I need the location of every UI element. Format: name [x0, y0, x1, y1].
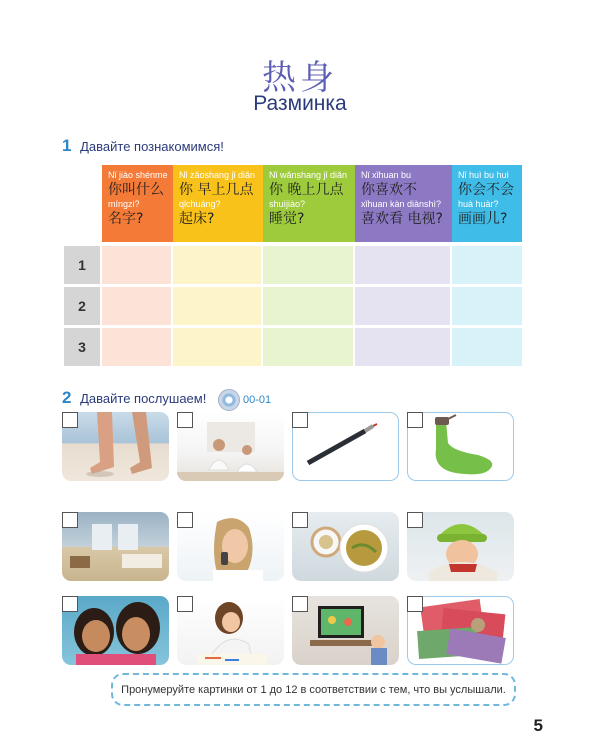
feet-photo: [62, 412, 169, 481]
hanzi-line-1: 你 晚上几点: [269, 182, 344, 198]
answer-cell[interactable]: [102, 328, 171, 366]
hanzi-line-1: 你叫什么: [108, 182, 164, 198]
pinyin-line-1: Nǐ jiào shénme: [108, 170, 168, 180]
answer-cell[interactable]: [102, 287, 171, 325]
section-2-title: Давайте послушаем!: [80, 391, 207, 406]
section-1-title: Давайте познакомимся!: [80, 139, 224, 154]
answer-cell[interactable]: [173, 287, 261, 325]
column-header-4: [355, 165, 452, 242]
photo-checkbox-12[interactable]: [407, 596, 423, 612]
section-2-number: 2: [62, 388, 72, 407]
pinyin-line-2: xǐhuan kàn diànshì?: [361, 199, 442, 209]
pinyin-line-1: Nǐ huì bu huì: [458, 170, 510, 180]
photo-checkbox-3[interactable]: [292, 412, 308, 428]
section-2-heading: [62, 388, 206, 408]
girls-whisper-photo: [62, 596, 169, 665]
audio-track-number: 00-01: [243, 394, 272, 406]
hanzi-line-2: 画画儿?: [458, 211, 508, 227]
hanzi-line-1: 你喜欢不: [361, 182, 417, 198]
banknotes-photo: [407, 596, 514, 665]
woman-phone-photo: [177, 512, 284, 581]
pinyin-line-1: Nǐ zǎoshang jǐ diǎn: [179, 170, 256, 180]
pinyin-line-1: Nǐ xǐhuan bu: [361, 170, 412, 180]
winter-hat-photo: [407, 512, 514, 581]
column-header-1: [102, 165, 173, 242]
hanzi-line-2: 睡觉?: [269, 211, 305, 227]
answer-cell[interactable]: [355, 287, 450, 325]
paint-roller-photo: [407, 412, 514, 481]
hanzi-line-1: 你会不会: [458, 182, 514, 198]
photo-checkbox-5[interactable]: [62, 512, 78, 528]
row-label-2: 2: [64, 287, 100, 325]
russian-title: Разминка: [253, 92, 347, 115]
column-header-3: [263, 165, 355, 242]
pinyin-line-2: huà huàr?: [458, 199, 499, 209]
row-label-3: 3: [64, 328, 100, 366]
cd-icon: [218, 389, 240, 411]
answer-cell[interactable]: [355, 246, 450, 284]
family-meditation-photo: [177, 412, 284, 481]
photo-checkbox-10[interactable]: [177, 596, 193, 612]
photo-checkbox-2[interactable]: [177, 412, 193, 428]
pinyin-line-2: shuìjiào?: [269, 199, 306, 209]
audio-track[interactable]: [218, 389, 271, 411]
answer-cell[interactable]: [263, 287, 353, 325]
hanzi-line-2: 起床?: [179, 211, 215, 227]
answer-cell[interactable]: [452, 328, 522, 366]
pinyin-line-1: Nǐ wǎnshang jǐ diǎn: [269, 170, 348, 180]
answer-cell[interactable]: [452, 246, 522, 284]
photo-checkbox-7[interactable]: [292, 512, 308, 528]
photo-checkbox-9[interactable]: [62, 596, 78, 612]
column-header-5: [452, 165, 522, 242]
tv-photo: [292, 596, 399, 665]
hanzi-line-1: 你 早上几点: [179, 182, 254, 198]
photo-checkbox-11[interactable]: [292, 596, 308, 612]
answer-cell[interactable]: [263, 328, 353, 366]
photo-checkbox-4[interactable]: [407, 412, 423, 428]
food-bowl-photo: [292, 512, 399, 581]
page-number: 5: [533, 716, 543, 735]
pinyin-line-2: qǐchuáng?: [179, 199, 221, 209]
section-1-number: 1: [62, 136, 72, 155]
instruction-box: Пронумеруйте картинки от 1 до 12 в соответствии с тем, что вы услышали.: [111, 673, 516, 706]
pencil-photo: [292, 412, 399, 481]
bedroom-photo: [62, 512, 169, 581]
photo-checkbox-6[interactable]: [177, 512, 193, 528]
section-1-heading: [62, 136, 224, 156]
girl-drawing-photo: [177, 596, 284, 665]
answer-cell[interactable]: [355, 328, 450, 366]
answer-cell[interactable]: [102, 246, 171, 284]
column-header-2: [173, 165, 263, 242]
hanzi-line-2: 喜欢看 电视?: [361, 211, 443, 227]
answer-cell[interactable]: [452, 287, 522, 325]
pinyin-line-2: míngzi?: [108, 199, 140, 209]
photo-checkbox-1[interactable]: [62, 412, 78, 428]
row-label-1: 1: [64, 246, 100, 284]
answer-cell[interactable]: [173, 246, 261, 284]
chinese-title: 热身: [262, 58, 338, 98]
photo-checkbox-8[interactable]: [407, 512, 423, 528]
hanzi-line-2: 名字?: [108, 211, 144, 227]
answer-cell[interactable]: [263, 246, 353, 284]
answer-cell[interactable]: [173, 328, 261, 366]
